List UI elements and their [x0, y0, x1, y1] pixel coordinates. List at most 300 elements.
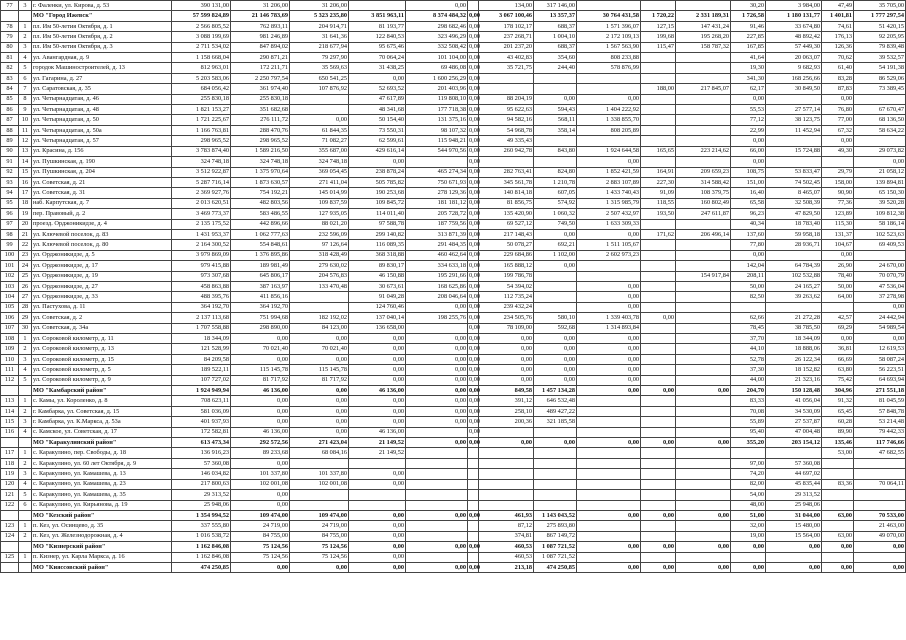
table-cell: 298 682,46 [406, 21, 468, 31]
table-cell: 73 550,31 [349, 125, 406, 135]
table-cell: 55,53 [731, 105, 766, 115]
table-cell: 0,00 [822, 136, 854, 146]
table-cell: 0,00 [468, 292, 479, 302]
table-cell: 98 [1, 229, 19, 239]
table-cell: 750 671,93 [406, 177, 468, 187]
table-cell: 70 064,11 [854, 479, 906, 489]
table-cell: 29 313,52 [172, 490, 231, 500]
table-cell: 213,18 [479, 562, 534, 572]
table-cell: 82,00 [731, 479, 766, 489]
table-cell: 4 [19, 365, 32, 375]
table-cell [676, 500, 731, 510]
table-cell: 49 335,43 [479, 136, 534, 146]
table-cell: 1 376 895,86 [231, 250, 290, 260]
table-cell: 0,00 [854, 562, 906, 572]
table-cell: 0,00 [290, 354, 349, 364]
table-cell: 3 [19, 42, 32, 52]
table-cell [641, 521, 676, 531]
table-cell [406, 469, 468, 479]
table-cell [641, 417, 676, 427]
table-cell: 168 256,66 [766, 73, 822, 83]
table-cell: 107 [1, 323, 19, 333]
table-cell: 121 528,99 [172, 344, 231, 354]
table-cell: 583 486,55 [231, 209, 290, 219]
table-cell [676, 94, 731, 104]
address-cell: ул. Четырнадцатая, д. 48 [32, 105, 172, 115]
table-row [1, 396, 906, 406]
table-cell: 0,00 [577, 94, 641, 104]
table-cell [822, 157, 854, 167]
table-cell: 0,00 [290, 396, 349, 406]
table-cell: 364 192,70 [172, 302, 231, 312]
table-cell: 323 496,29 [406, 32, 468, 42]
table-cell: 201 237,20 [479, 42, 534, 52]
table-cell: 227,85 [731, 32, 766, 42]
address-cell: ул. Орджоникидзе, д. 27 [32, 281, 172, 291]
table-cell: 54 191,38 [854, 63, 906, 73]
table-cell: 28 936,71 [766, 240, 822, 250]
table-cell: 390 131,00 [172, 1, 231, 11]
table-cell [676, 406, 731, 416]
table-cell: 176,13 [822, 32, 854, 42]
table-cell: 0,00 [406, 406, 468, 416]
table-cell [676, 313, 731, 323]
table-cell: 1 404 222,92 [577, 105, 641, 115]
table-cell: 115,30 [822, 219, 854, 229]
table-cell: 10 [19, 115, 32, 125]
table-row [1, 188, 906, 198]
table-cell: 1 062 777,63 [231, 229, 290, 239]
table-row [1, 167, 906, 177]
table-cell [1, 11, 19, 21]
table-cell: 29 073,82 [854, 146, 906, 156]
table-cell: 140 814,18 [479, 188, 534, 198]
table-cell: 3 [19, 354, 32, 364]
table-cell [822, 302, 854, 312]
table-cell: 358,14 [534, 125, 577, 135]
table-row [1, 105, 906, 115]
table-cell [406, 490, 468, 500]
table-cell [479, 490, 534, 500]
table-cell: 1 102,00 [534, 250, 577, 260]
table-cell [479, 84, 534, 94]
table-cell: 57 360,08 [172, 458, 231, 468]
table-cell: 461,93 [479, 510, 534, 520]
table-cell: 21 323,16 [766, 375, 822, 385]
table-cell: 76,80 [822, 105, 854, 115]
table-cell [676, 240, 731, 250]
address-cell: ул. Сороковой километр, д. 15 [32, 354, 172, 364]
table-cell: 229 684,86 [479, 250, 534, 260]
table-cell: 5 287 716,14 [172, 177, 231, 187]
table-cell: 41 056,04 [766, 396, 822, 406]
table-cell: 1 924 644,58 [577, 146, 641, 156]
table-cell: 0,00 [534, 334, 577, 344]
table-cell: 8 465,07 [766, 188, 822, 198]
table-cell: 2 172 109,13 [577, 32, 641, 42]
table-cell: 279 630,02 [290, 261, 349, 271]
table-cell: 124 760,46 [349, 302, 406, 312]
table-cell: 275 893,80 [534, 521, 577, 531]
table-cell: 0,00 [731, 562, 766, 572]
address-cell: с. Камы, ул. Короленко, д. 8 [32, 396, 172, 406]
table-cell: 1 166 763,81 [172, 125, 231, 135]
table-cell: 97 [1, 219, 19, 229]
table-cell: 16 [19, 177, 32, 187]
table-cell: 3 469 773,37 [172, 209, 231, 219]
table-cell: 25 948,06 [766, 500, 822, 510]
table-cell: 237 268,71 [479, 32, 534, 42]
table-cell [534, 271, 577, 281]
table-cell: 0,00 [468, 11, 479, 21]
table-cell: 0,00 [406, 438, 468, 448]
table-cell: 199 786,78 [479, 271, 534, 281]
table-cell [676, 479, 731, 489]
table-cell [676, 375, 731, 385]
address-cell: ул. Орджоникидзе, д. 5 [32, 250, 172, 260]
address-cell: пл. Им 50-летия Октября, д. 1 [32, 21, 172, 31]
table-cell: 594,43 [534, 105, 577, 115]
table-cell: 843,80 [534, 146, 577, 156]
table-cell: 0,00 [468, 73, 479, 83]
table-cell: 22,99 [731, 125, 766, 135]
address-cell: ул. Красина, д. 156 [32, 146, 172, 156]
address-cell: ул. Ключевой поселок, д. 83 [32, 229, 172, 239]
table-cell: 115,47 [641, 42, 676, 52]
table-cell: 369 054,45 [290, 167, 349, 177]
table-cell: 15 480,00 [766, 521, 822, 531]
table-cell: 276 111,72 [231, 115, 290, 125]
table-cell [854, 552, 906, 562]
address-cell: ул. Советская, д. 2 [32, 313, 172, 323]
table-cell: 0,00 [290, 406, 349, 416]
table-cell [676, 354, 731, 364]
table-cell: 127 935,05 [290, 209, 349, 219]
address-cell: ул. Сороковой километр, д. 5 [32, 365, 172, 375]
table-cell: 14 [19, 157, 32, 167]
address-cell: ул. Четырнадцатая, д. 50а [32, 125, 172, 135]
table-cell [290, 302, 349, 312]
table-cell: 79 [1, 32, 19, 42]
table-cell: 1 338 855,70 [577, 115, 641, 125]
table-cell: 116 089,35 [349, 240, 406, 250]
address-cell: ул. Пушкинская, д. 190 [32, 157, 172, 167]
table-cell: 0,00 [468, 281, 479, 291]
table-cell: 645 806,17 [231, 271, 290, 281]
table-cell: 0,00 [822, 250, 854, 260]
table-cell [19, 510, 32, 520]
table-cell: 73 389,45 [854, 84, 906, 94]
table-cell: 21 149,52 [349, 438, 406, 448]
table-cell: 190 253,68 [349, 188, 406, 198]
address-cell: ул. Гагарина, д. 27 [32, 73, 172, 83]
table-cell: 200,36 [479, 417, 534, 427]
table-cell: 69 409,53 [854, 240, 906, 250]
table-cell: 0,00 [349, 334, 406, 344]
table-cell: 37 278,98 [854, 292, 906, 302]
table-cell: 411 856,16 [231, 292, 290, 302]
table-cell [534, 157, 577, 167]
table-cell: 20 063,07 [766, 53, 822, 63]
table-cell [1, 542, 19, 552]
table-cell: 109 474,00 [231, 510, 290, 520]
table-cell: 1 315 985,79 [577, 198, 641, 208]
table-cell: 0,00 [577, 334, 641, 344]
table-cell: 88 021,20 [290, 219, 349, 229]
table-row [1, 177, 906, 187]
table-cell: 1 589 216,50 [231, 146, 290, 156]
table-cell [641, 396, 676, 406]
table-cell: 0,00 [468, 542, 479, 552]
table-cell: 59 958,18 [766, 229, 822, 239]
table-cell: 89 830,17 [349, 261, 406, 271]
table-cell: 1 567 563,90 [577, 42, 641, 52]
table-cell: 70 070,79 [854, 271, 906, 281]
table-cell: 119 [1, 469, 19, 479]
table-cell: 65,45 [822, 406, 854, 416]
table-cell: 95 675,46 [349, 42, 406, 52]
table-cell [766, 552, 822, 562]
table-cell: 1 924 949,94 [172, 386, 231, 396]
table-cell: 688,37 [534, 21, 577, 31]
table-cell: 88 [1, 125, 19, 135]
table-cell: 91,32 [822, 396, 854, 406]
table-cell [534, 448, 577, 458]
table-cell: 75 124,56 [290, 552, 349, 562]
table-cell: 981 246,89 [231, 32, 290, 42]
table-cell: 64 784,39 [766, 261, 822, 271]
table-cell [290, 458, 349, 468]
table-cell: 201 403,96 [406, 84, 468, 94]
table-cell: 1 158 668,04 [172, 53, 231, 63]
table-cell: 13 357,37 [534, 11, 577, 21]
table-cell: 80 [1, 42, 19, 52]
table-cell [641, 479, 676, 489]
table-cell: 19 [19, 209, 32, 219]
table-cell: 125 [1, 552, 19, 562]
table-cell: 0,00 [406, 365, 468, 375]
table-cell: 429 616,14 [349, 146, 406, 156]
table-cell: 102 532,88 [766, 271, 822, 281]
table-cell [577, 469, 641, 479]
address-cell: ул. Ключевой поселок, д. 80 [32, 240, 172, 250]
address-cell: с. Камское, ул. Советская, д. 17 [32, 427, 172, 437]
table-cell: 26 122,34 [766, 354, 822, 364]
table-row [1, 157, 906, 167]
table-cell: 1 707 558,88 [172, 323, 231, 333]
table-cell: 21 463,00 [854, 521, 906, 531]
table-cell: 101 [1, 261, 19, 271]
table-cell: 321 185,58 [534, 417, 577, 427]
table-cell: 2 711 534,02 [172, 42, 231, 52]
table-cell: 44,10 [731, 344, 766, 354]
table-cell: 158,00 [822, 177, 854, 187]
table-cell [854, 136, 906, 146]
table-cell: 0,00 [676, 542, 731, 552]
table-cell: 158 787,32 [676, 42, 731, 52]
table-cell: 52,78 [731, 354, 766, 364]
table-row [1, 11, 906, 21]
table-cell: 0,00 [349, 417, 406, 427]
table-cell: 0,00 [479, 354, 534, 364]
table-cell: 0,00 [349, 375, 406, 385]
address-cell: с. Каракулино, ул. 60 лет Октября, д. 9 [32, 458, 172, 468]
table-cell: 1 162 846,08 [172, 552, 231, 562]
table-cell: 0,00 [577, 292, 641, 302]
table-row [1, 115, 906, 125]
table-cell [641, 365, 676, 375]
table-cell: 136 658,00 [349, 323, 406, 333]
table-cell: 354,60 [534, 53, 577, 63]
table-row [1, 334, 906, 344]
table-cell: 2 883 107,89 [577, 177, 641, 187]
address-cell: ул. Советская, д. 34а [32, 323, 172, 333]
table-cell: 355 687,00 [290, 146, 349, 156]
table-cell: 0,00 [766, 542, 822, 552]
table-cell: 1 [19, 448, 32, 458]
table-cell: 0,00 [468, 323, 479, 333]
table-cell [406, 521, 468, 531]
table-cell: 29,79 [822, 167, 854, 177]
table-cell: 24 719,00 [290, 521, 349, 531]
table-cell: 0,00 [577, 375, 641, 385]
table-cell: 0,00 [406, 542, 468, 552]
table-row [1, 365, 906, 375]
table-cell: 41,64 [731, 53, 766, 63]
table-cell: 58 634,22 [854, 125, 906, 135]
table-cell [641, 157, 676, 167]
table-row [1, 73, 906, 83]
table-cell [534, 500, 577, 510]
table-cell: 99 [1, 240, 19, 250]
table-cell [676, 427, 731, 437]
table-cell: 580,10 [534, 313, 577, 323]
table-cell: 217 148,43 [479, 229, 534, 239]
table-cell: 189 981,49 [231, 261, 290, 271]
table-cell: 0,00 [468, 375, 479, 385]
table-cell [676, 219, 731, 229]
table-cell: 0,00 [641, 313, 676, 323]
table-cell: 751 994,68 [231, 313, 290, 323]
table-cell [1, 386, 19, 396]
table-cell: 116 [1, 427, 19, 437]
table-cell: 0,00 [479, 334, 534, 344]
table-cell: 195 291,66 [406, 271, 468, 281]
table-cell: 692,21 [534, 240, 577, 250]
table-cell: 0,00 [231, 500, 290, 510]
table-cell: 85 [1, 94, 19, 104]
table-cell: 115 [1, 417, 19, 427]
table-cell: 0,00 [290, 115, 349, 125]
table-cell: 0,00 [468, 146, 479, 156]
table-cell: 613 473,34 [172, 438, 231, 448]
table-cell: 54 989,54 [854, 323, 906, 333]
table-cell: 112 735,24 [479, 292, 534, 302]
table-cell [676, 334, 731, 344]
table-cell: 0,00 [577, 510, 641, 520]
table-cell: 38 123,75 [766, 115, 822, 125]
table-cell: 0,00 [468, 209, 479, 219]
table-cell [641, 500, 676, 510]
table-cell: 63,00 [822, 510, 854, 520]
table-cell: 0,00 [349, 365, 406, 375]
table-cell: 55,89 [731, 417, 766, 427]
table-cell [641, 73, 676, 83]
table-cell [641, 354, 676, 364]
table-cell: 188,00 [641, 84, 676, 94]
table-cell: 0,00 [349, 562, 406, 572]
table-cell: 0,00 [822, 334, 854, 344]
table-cell: 0,00 [406, 396, 468, 406]
table-cell: 8 374 484,32 [406, 11, 468, 21]
table-cell: 351 682,68 [231, 105, 290, 115]
table-cell: 204 576,83 [290, 271, 349, 281]
table-cell: 0,00 [854, 157, 906, 167]
address-cell: ул. Саратовская, д. 35 [32, 84, 172, 94]
table-cell: 0,00 [534, 229, 577, 239]
table-cell: 81 045,59 [854, 396, 906, 406]
table-cell: 0,00 [641, 510, 676, 520]
table-cell [534, 281, 577, 291]
table-cell: 1 [19, 396, 32, 406]
table-cell: 1 [19, 521, 32, 531]
table-cell: 2 507 432,97 [577, 209, 641, 219]
table-cell [468, 500, 479, 510]
table-cell: 115 145,78 [290, 365, 349, 375]
table-cell: 0,00 [468, 240, 479, 250]
table-cell [19, 542, 32, 552]
table-cell: 460,53 [479, 542, 534, 552]
address-cell: пер. Правовый, д. 2 [32, 209, 172, 219]
table-cell [468, 531, 479, 541]
table-cell: 6 [19, 500, 32, 510]
table-row [1, 53, 906, 63]
table-cell: 0,00 [468, 562, 479, 572]
table-cell [479, 448, 534, 458]
table-cell: 218 677,94 [290, 42, 349, 52]
table-cell: 258,10 [479, 406, 534, 416]
table-cell: 1 339 403,78 [577, 313, 641, 323]
table-cell: 0,00 [676, 386, 731, 396]
table-cell: 81 717,92 [231, 375, 290, 385]
table-cell [577, 73, 641, 83]
table-cell: 87,12 [479, 521, 534, 531]
table-cell: 1 [19, 552, 32, 562]
table-cell [641, 375, 676, 385]
table-cell: 650 541,25 [290, 73, 349, 83]
table-cell: 31 044,00 [766, 510, 822, 520]
table-cell: 3 851 963,11 [349, 11, 406, 21]
table-row [1, 229, 906, 239]
table-row [1, 323, 906, 333]
table-cell: 29 313,52 [766, 490, 822, 500]
table-cell: 27 [19, 292, 32, 302]
table-cell: 1 004,10 [534, 32, 577, 42]
table-cell [468, 552, 479, 562]
table-cell [731, 448, 766, 458]
table-cell: 0,00 [406, 510, 468, 520]
table-cell [854, 94, 906, 104]
table-cell: 127,15 [641, 21, 676, 31]
table-cell [676, 521, 731, 531]
table-cell: 474 250,85 [172, 562, 231, 572]
table-cell: 204 914,71 [290, 21, 349, 31]
table-cell: 102 523,63 [854, 229, 906, 239]
table-cell: 89 233,68 [231, 448, 290, 458]
table-cell: 0,00 [731, 136, 766, 146]
table-cell: 32 508,39 [766, 198, 822, 208]
table-cell: 64 693,94 [854, 375, 906, 385]
